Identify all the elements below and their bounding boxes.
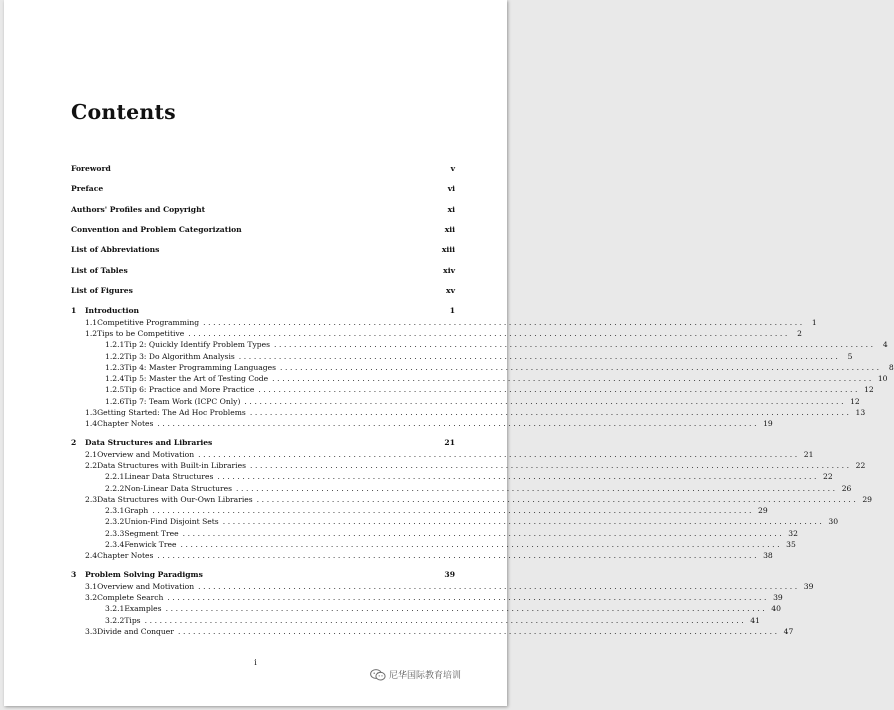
- entry-title: Getting Started: The Ad Hoc Problems: [97, 408, 246, 418]
- toc-section-entry[interactable]: [71, 328, 802, 339]
- entry-page-number: xiv: [443, 265, 455, 275]
- entry-title: List of Abbreviations: [71, 245, 160, 255]
- entry-page-number: xi: [447, 204, 455, 214]
- wechat-icon: [370, 669, 386, 681]
- toc-subsection-entry[interactable]: [71, 483, 852, 494]
- dot-leader: ........................................................................................................................: [167, 592, 770, 602]
- dot-leader: ........................................................................................................................: [198, 449, 800, 459]
- toc-section-entry[interactable]: [71, 581, 814, 592]
- dot-leader: ........................................................................................................................: [165, 604, 768, 614]
- entry-title: List of Figures: [71, 286, 133, 296]
- entry-number: 1.2.6: [105, 396, 125, 406]
- toc-subsection-entry[interactable]: [71, 528, 798, 539]
- dot-leader: ........................................................................................................................: [258, 385, 861, 395]
- entry-number: 2.2: [85, 460, 98, 470]
- toc-subsection-entry[interactable]: [71, 505, 768, 516]
- entry-title: Fenwick Tree: [124, 540, 177, 550]
- dot-leader: ........................................................................................................................: [272, 374, 874, 384]
- entry-page-number: 8: [888, 362, 894, 372]
- toc-section-entry[interactable]: [71, 317, 817, 328]
- dot-leader: ........................................................................................................................: [244, 396, 847, 406]
- entry-title: Divide and Conquer: [97, 626, 174, 636]
- toc-front-matter-entry[interactable]: [71, 265, 455, 276]
- entry-number: 1.1: [85, 317, 98, 327]
- entry-page-number: 1: [449, 306, 455, 316]
- entry-title: Segment Tree: [124, 528, 179, 538]
- entry-title: Foreword: [71, 164, 111, 173]
- toc-subsection-entry[interactable]: [71, 384, 874, 395]
- entry-page-number: 26: [841, 483, 852, 493]
- entry-page-number: 30: [828, 517, 839, 527]
- toc-subsection-entry[interactable]: [71, 351, 853, 362]
- entry-page-number: 29: [757, 506, 768, 516]
- entry-title: Convention and Problem Categorization: [71, 225, 242, 235]
- entry-number: 2.4: [85, 551, 98, 561]
- entry-page-number: 5: [847, 351, 853, 361]
- dot-leader: ........................................................................................................................: [203, 317, 805, 327]
- entry-number: 2.3.1: [105, 506, 125, 516]
- toc-subsection-entry[interactable]: [71, 539, 796, 550]
- entry-number: 1.2.4: [105, 374, 125, 384]
- toc-section-entry[interactable]: [71, 449, 814, 460]
- entry-title: Tips to be Competitive: [97, 329, 185, 338]
- entry-number: 3.2.2: [105, 615, 125, 625]
- entry-page-number: 39: [773, 592, 783, 602]
- entry-number: 2.1: [85, 449, 98, 459]
- entry-page-number: 21: [444, 438, 455, 448]
- entry-title: Tip 4: Master Programming Languages: [124, 362, 277, 372]
- entry-title: Linear Data Structures: [124, 472, 214, 482]
- watermark: [370, 668, 461, 681]
- entry-page-number: v: [450, 164, 455, 173]
- entry-title: Tip 3: Do Algorithm Analysis: [124, 351, 235, 361]
- toc-subsection-entry[interactable]: [71, 471, 833, 482]
- entry-page-number: 40: [771, 604, 781, 614]
- dot-leader: ........................................................................................................................: [250, 460, 852, 470]
- dot-leader: ........................................................................................................................: [152, 506, 754, 516]
- entry-number: 1.4: [85, 419, 98, 429]
- toc-section-entry[interactable]: [71, 494, 873, 505]
- toc-section-entry[interactable]: [71, 592, 783, 603]
- dot-leader: ........................................................................................................................: [157, 551, 760, 561]
- entry-number: 2: [71, 438, 77, 448]
- entry-page-number: xii: [444, 225, 455, 235]
- entry-page-number: 39: [444, 570, 455, 580]
- entry-page-number: 22: [823, 472, 833, 482]
- toc-section-entry[interactable]: [71, 407, 866, 418]
- dot-leader: ........................................................................................................................: [217, 472, 820, 482]
- entry-number: 1: [71, 306, 77, 316]
- toc-front-matter-entry[interactable]: [71, 224, 455, 235]
- toc-front-matter-entry[interactable]: [71, 163, 455, 174]
- dot-leader: ........................................................................................................................: [280, 362, 882, 372]
- toc-section-entry[interactable]: [71, 418, 773, 429]
- entry-title: Competitive Programming: [97, 317, 200, 327]
- entry-page-number: 1: [811, 317, 817, 327]
- entry-number: 3.1: [85, 581, 98, 591]
- entry-title: Data Structures with Our-Own Libraries: [97, 494, 253, 504]
- entry-page-number: 10: [877, 374, 888, 384]
- dot-leader: ........................................................................................................................: [182, 528, 785, 538]
- entry-page-number: 22: [855, 460, 866, 470]
- dot-leader: ........................................................................................................................: [222, 517, 825, 527]
- toc-section-entry[interactable]: [71, 460, 866, 471]
- entry-number: 1.2.1: [105, 340, 125, 350]
- entry-page-number: 39: [803, 581, 814, 591]
- entry-title: Tip 6: Practice and More Practice: [124, 385, 255, 395]
- entry-title: Tips: [124, 615, 141, 625]
- dot-leader: ........................................................................................................................: [274, 340, 876, 350]
- entry-page-number: 41: [750, 615, 760, 625]
- toc-front-matter-entry[interactable]: [71, 244, 455, 255]
- dot-leader: ........................................................................................................................: [180, 540, 783, 550]
- entry-number: 1.2.5: [105, 385, 125, 395]
- entry-page-number: 13: [855, 408, 866, 418]
- entry-title: Overview and Motivation: [97, 581, 195, 591]
- toc-chapter-entry[interactable]: [71, 437, 455, 448]
- toc-subsection-entry[interactable]: [71, 615, 760, 626]
- entry-page-number: 29: [862, 494, 873, 504]
- dot-leader: ........................................................................................................................: [249, 408, 852, 418]
- entry-title: Complete Search: [97, 592, 164, 602]
- toc-subsection-entry[interactable]: [71, 362, 894, 373]
- entry-title: Problem Solving Paradigms: [85, 570, 203, 580]
- entry-number: 2.3.2: [105, 517, 125, 527]
- toc-front-matter-entry[interactable]: [71, 183, 455, 194]
- dot-leader: ........................................................................................................................: [256, 494, 859, 504]
- entry-number: 1.2.2: [105, 351, 125, 361]
- entry-title: Data Structures with Built-in Libraries: [97, 460, 246, 470]
- dot-leader: ........................................................................................................................: [238, 351, 841, 361]
- dot-leader: ........................................................................................................................: [144, 615, 747, 625]
- entry-page-number: vi: [447, 184, 455, 194]
- entry-title: Union-Find Disjoint Sets: [124, 517, 219, 527]
- entry-title: List of Tables: [71, 265, 128, 275]
- entry-title: Graph: [124, 506, 149, 516]
- dot-leader: ........................................................................................................................: [177, 626, 780, 636]
- dot-leader: ........................................................................................................................: [236, 483, 838, 493]
- entry-number: 2.2.1: [105, 472, 125, 482]
- entry-title: Examples: [124, 604, 162, 614]
- entry-page-number: 4: [882, 340, 888, 350]
- entry-number: 2.3.3: [105, 528, 125, 538]
- entry-title: Preface: [71, 184, 104, 194]
- entry-page-number: 35: [786, 540, 796, 550]
- entry-page-number: 2: [797, 329, 802, 338]
- entry-number: 3: [71, 570, 77, 580]
- entry-number: 1.2.3: [105, 362, 125, 372]
- entry-title: Chapter Notes: [97, 551, 154, 561]
- entry-page-number: 38: [763, 551, 773, 561]
- entry-page-number: 12: [850, 396, 860, 406]
- table-of-contents: [71, 163, 894, 637]
- toc-subsection-entry[interactable]: [71, 396, 860, 407]
- entry-number: 1.3: [85, 408, 98, 418]
- toc-front-matter-entry[interactable]: [71, 204, 455, 215]
- toc-section-entry[interactable]: [71, 550, 773, 561]
- entry-page-number: 47: [783, 626, 794, 636]
- page-title: Contents: [71, 100, 176, 124]
- entry-page-number: 19: [763, 419, 773, 429]
- entry-number: 2.3: [85, 494, 98, 504]
- toc-front-matter-entry[interactable]: [71, 285, 455, 296]
- toc-chapter-entry[interactable]: [71, 569, 455, 580]
- entry-title: Authors' Profiles and Copyright: [71, 204, 206, 214]
- entry-page-number: 32: [788, 528, 798, 538]
- entry-page-number: xiii: [441, 245, 455, 255]
- entry-number: 3.3: [85, 626, 98, 636]
- entry-page-number: 12: [864, 385, 874, 395]
- toc-subsection-entry[interactable]: [71, 339, 888, 350]
- page-number: i: [254, 658, 257, 667]
- dot-leader: ........................................................................................................................: [157, 419, 760, 429]
- entry-title: Chapter Notes: [97, 419, 154, 429]
- dot-leader: ........................................................................................................................: [198, 581, 800, 591]
- entry-page-number: xv: [446, 286, 455, 296]
- entry-number: 2.3.4: [105, 540, 125, 550]
- entry-title: Overview and Motivation: [97, 449, 195, 459]
- entry-title: Tip 5: Master the Art of Testing Code: [124, 374, 269, 384]
- entry-title: Tip 7: Team Work (ICPC Only): [124, 396, 241, 406]
- entry-number: 3.2.1: [105, 604, 125, 614]
- dot-leader: ........................................................................................................................: [188, 329, 790, 338]
- entry-page-number: 21: [803, 449, 814, 459]
- entry-title: Tip 2: Quickly Identify Problem Types: [124, 340, 270, 350]
- toc-subsection-entry[interactable]: [71, 373, 888, 384]
- toc-section-entry[interactable]: [71, 626, 794, 637]
- toc-subsection-entry[interactable]: [71, 603, 781, 614]
- entry-number: 2.2.2: [105, 483, 125, 493]
- entry-number: 3.2: [85, 592, 98, 602]
- entry-title: Data Structures and Libraries: [85, 438, 213, 448]
- entry-title: Introduction: [85, 306, 140, 316]
- toc-chapter-entry[interactable]: [71, 305, 455, 316]
- toc-subsection-entry[interactable]: [71, 516, 839, 527]
- entry-title: Non-Linear Data Structures: [124, 483, 233, 493]
- document-page: [4, 0, 894, 706]
- entry-number: 1.2: [85, 329, 98, 338]
- watermark-text: 尼华国际教育培训: [389, 671, 462, 681]
